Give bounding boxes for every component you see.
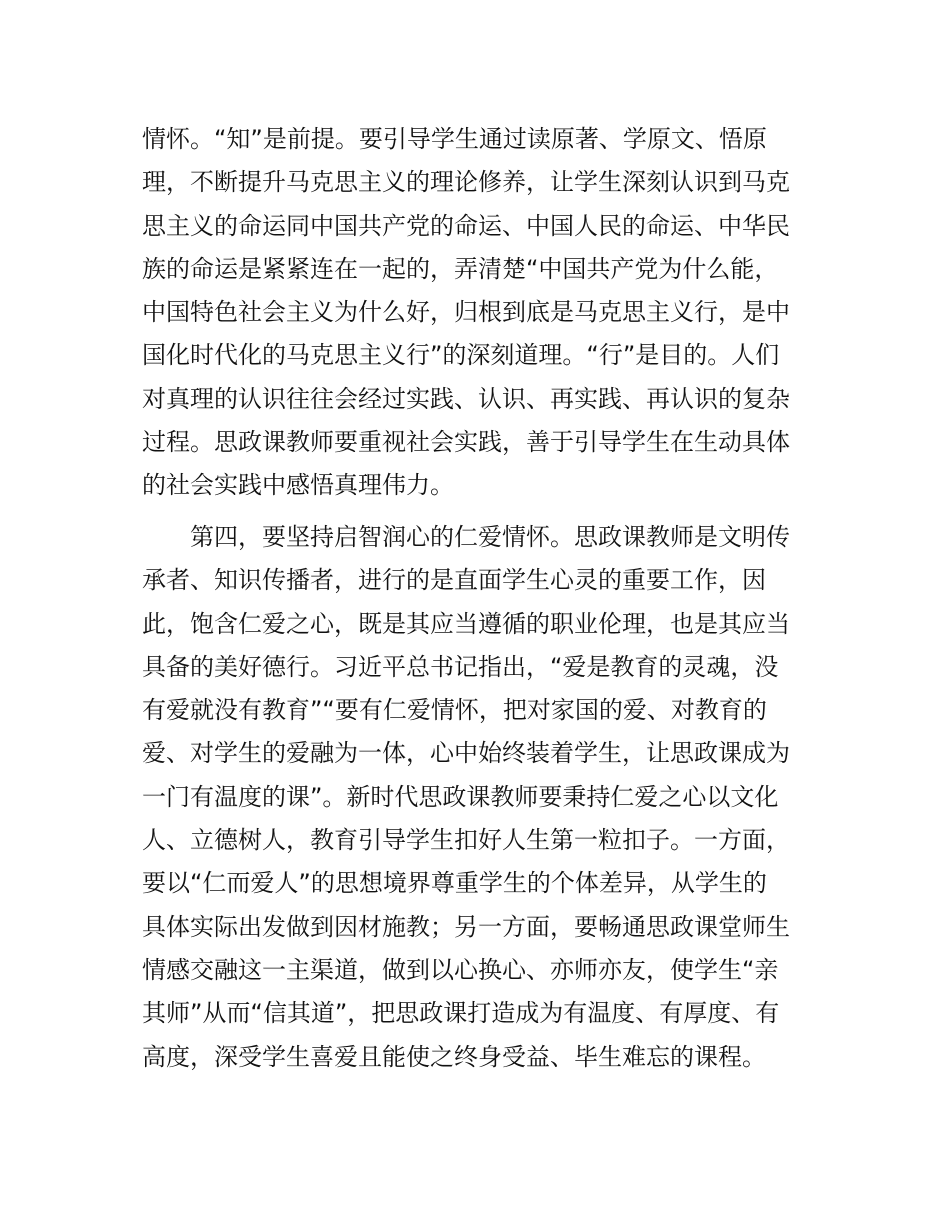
text-line: 中国特色社会主义为什么好，归根到底是马克思主义行，是中	[142, 298, 790, 327]
text-line: 情怀。“知”是前提。要引导学生通过读原著、学原文、悟原	[142, 125, 767, 153]
text-line: 爱、对学生的爱融为一体，心中始终装着学生，让思政课成为	[142, 739, 790, 768]
text-line: 族的命运是紧紧连在一起的，弄清楚“中国共产党为什么能，	[142, 254, 779, 283]
text-line: 对真理的认识往往会经过实践、认识、再实践、再认识的复杂	[142, 384, 790, 413]
text-line: 要以“仁而爱人”的思想境界尊重学生的个体差异，从学生的	[142, 869, 767, 898]
paragraph-2	[142, 516, 812, 1079]
text-line: 具体实际出发做到因材施教；另一方面，要畅通思政课堂师生	[142, 912, 790, 941]
text-line: 人、立德树人，教育引导学生扣好人生第一粒扣子。一方面，	[142, 826, 790, 855]
text-line: 承者、知识传播者，进行的是直面学生心灵的重要工作，因	[142, 566, 766, 595]
text-line: 的社会实践中感悟真理伟力。	[142, 471, 454, 500]
text-line: 此，饱含仁爱之心，既是其应当遵循的职业伦理，也是其应当	[142, 609, 790, 638]
text-line: 思主义的命运同中国共产党的命运、中国人民的命运、中华民	[142, 211, 790, 240]
text-line: 国化时代化的马克思主义行”的深刻道理。“行”是目的。人们	[142, 341, 780, 370]
paragraph-1	[142, 118, 812, 508]
text-line: 高度，深受学生喜爱且能使之终身受益、毕生难忘的课程。	[142, 1042, 766, 1071]
text-line: 其师”从而“信其道”，把思政课打造成为有温度、有厚度、有	[142, 999, 780, 1028]
text-line-first-indented: 第四，要坚持启智润心的仁爱情怀。思政课教师是文明传	[190, 523, 790, 551]
text-line: 理，不断提升马克思主义的理论修养，让学生深刻认识到马克	[142, 168, 790, 197]
text-line: 有爱就没有教育”“要有仁爱情怀，把对家国的爱、对教育的	[142, 696, 767, 725]
text-line: 过程。思政课教师要重视社会实践，善于引导学生在生动具体	[142, 428, 790, 457]
text-line: 情感交融这一主渠道，做到以心换心、亦师亦友，使学生“亲	[142, 955, 779, 984]
text-line: 一门有温度的课”。新时代思政课教师要秉持仁爱之心以文化	[142, 782, 779, 811]
text-line: 具备的美好德行。习近平总书记指出，“爱是教育的灵魂，没	[142, 652, 779, 681]
